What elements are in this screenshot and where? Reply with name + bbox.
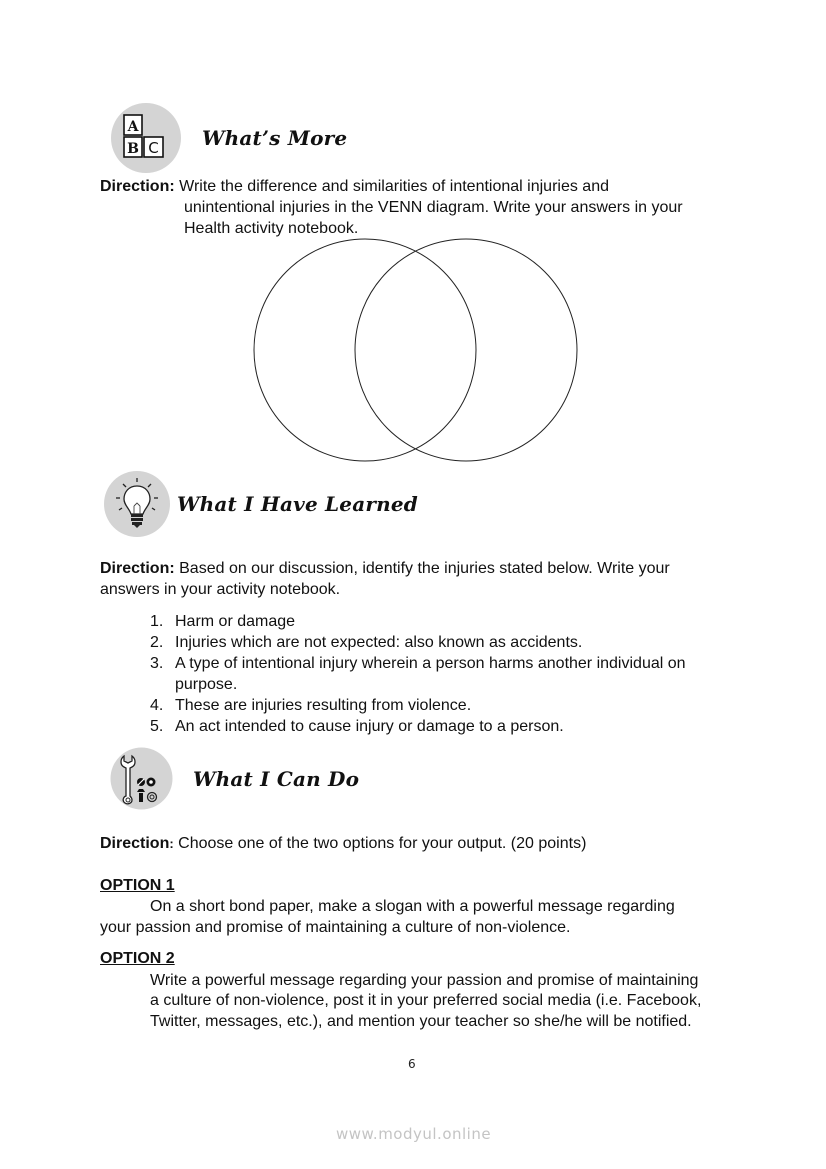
direction-label: Direction: — [100, 560, 175, 577]
direction-line-1: Write the difference and similarities of intentional injuries and — [179, 178, 609, 195]
list-item-number: 5. — [150, 718, 164, 735]
page-number: 6 — [408, 1057, 416, 1071]
wrench-tools-icon — [110, 747, 173, 810]
watermark: www.modyul.online — [336, 1125, 492, 1143]
direction-what-i-can-do — [100, 833, 586, 854]
list-item-text: These are injuries resulting from violence. — [175, 697, 472, 714]
list-item-text: A type of intentional injury wherein a person harms another individual on — [175, 655, 686, 672]
lightbulb-icon — [103, 470, 171, 538]
section-title-what-i-have-learned: What I Have Learned — [177, 492, 418, 516]
option-1-line-2: your passion and promise of maintaining a culture of non-violence. — [100, 919, 571, 936]
option-1-label: OPTION 1 — [100, 877, 175, 894]
direction-line-2: answers in your activity notebook. — [100, 581, 341, 598]
section-title-whats-more: What’s More — [202, 126, 348, 150]
option-2-label: OPTION 2 — [100, 950, 175, 967]
direction-what-i-have-learned — [100, 558, 670, 579]
direction-line-2: unintentional injuries in the VENN diagram. Write your answers in your — [184, 199, 683, 216]
direction-label: Direction — [100, 835, 170, 852]
direction-colon: : — [169, 836, 174, 851]
list-item-number: 4. — [150, 697, 164, 714]
list-item-text: Injuries which are not expected: also known as accidents. — [175, 634, 583, 651]
abc-letter-a: A — [127, 119, 139, 135]
direction-text: Choose one of the two options for your output. (20 points) — [178, 835, 587, 852]
list-item-text: Harm or damage — [175, 613, 296, 630]
abc-letter-c: C — [148, 139, 159, 157]
venn-circle-right — [355, 239, 577, 461]
direction-label: Direction: — [100, 178, 175, 195]
list-item-text-continued: purpose. — [175, 676, 238, 693]
list-item-text: An act intended to cause injury or damage to a person. — [175, 718, 564, 735]
direction-whats-more — [100, 176, 609, 197]
option-2-line-1: Write a powerful message regarding your passion and promise of maintaining — [150, 972, 699, 989]
direction-line-1: Based on our discussion, identify the injuries stated below. Write your — [179, 560, 670, 577]
abc-blocks-icon — [110, 102, 182, 174]
section-title-what-i-can-do: What I Can Do — [193, 767, 360, 791]
option-2-line-3: Twitter, messages, etc.), and mention your teacher so she/he will be notified. — [150, 1013, 692, 1030]
venn-diagram — [240, 230, 590, 475]
direction-line-3: Health activity notebook. — [184, 220, 359, 237]
list-item-number: 3. — [150, 655, 164, 672]
abc-letter-b: B — [127, 141, 139, 157]
list-item-number: 2. — [150, 634, 164, 651]
venn-circle-left — [254, 239, 476, 461]
option-1-line-1: On a short bond paper, make a slogan with a powerful message regarding — [150, 898, 675, 915]
list-item-number: 1. — [150, 613, 164, 630]
option-2-line-2: a culture of non-violence, post it in your preferred social media (i.e. Facebook, — [150, 992, 702, 1009]
